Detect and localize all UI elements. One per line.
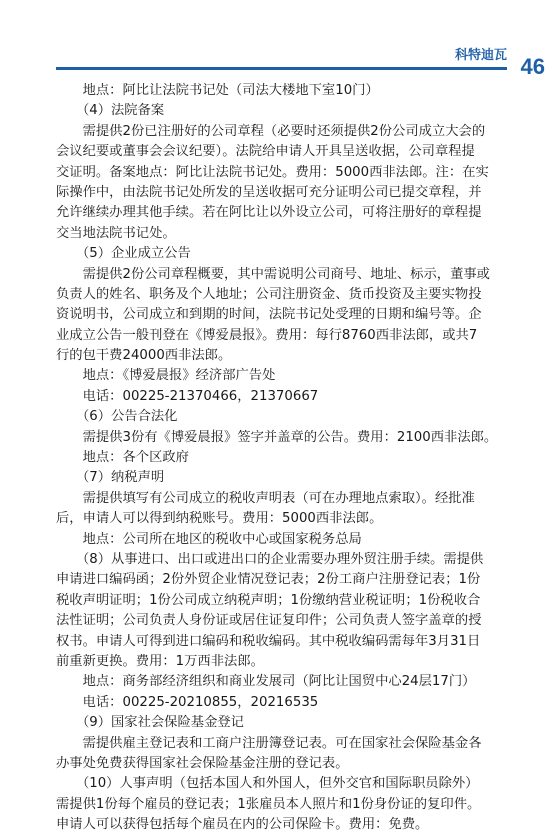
text-line: 需提供填写有公司成立的税收声明表（可在办理地点索取）。经批准 bbox=[56, 490, 475, 506]
text-line: 际操作中，由法院书记处所发的呈送收据可充分证明公司已提交章程，并 bbox=[56, 184, 482, 200]
text-line: 税收声明证明；1份公司成立纳税声明；1份缴纳营业税证明；1份税收合 bbox=[56, 592, 481, 608]
text-line: 会议纪要或董事会会议纪要）。法院给申请人开具呈送收据，公司章程提 bbox=[56, 144, 475, 160]
text-line: 需提供2份已注册好的公司章程（必要时还须提供2份公司成立大会的 bbox=[56, 123, 486, 139]
text-line: 允许继续办理其他手续。若在阿比让以外设立公司，可将注册好的章程提 bbox=[56, 205, 482, 221]
text-line: 交当地法院书记处。 bbox=[56, 225, 176, 241]
text-line: 资说明书，公司成立和到期的时间，法院书记处受理的日期和编号等。企 bbox=[56, 307, 482, 323]
text-line: 地点：商务部经济组织和商业发展司（阿比让国贸中心24层17门） bbox=[56, 674, 476, 690]
text-line: 需提供雇主登记表和工商户注册簿登记表。可在国家社会保险基金各 bbox=[56, 735, 482, 751]
text-line: 申请人可以获得包括每个雇员在内的公司保险卡。费用：免费。 bbox=[56, 817, 429, 833]
text-line: 地点：各个区政府 bbox=[56, 450, 189, 466]
text-line: 需提供3份有《博爱晨报》签字并盖章的公告。费用：2100西非法郎。 bbox=[56, 429, 498, 445]
text-line: 地点：阿比让法院书记处（司法大楼地下室10门） bbox=[56, 83, 379, 98]
header-title: 科特迪瓦 bbox=[454, 48, 507, 63]
text-line: （8）从事进口、出口或进出口的企业需要办理外贸注册手续。需提供 bbox=[56, 551, 484, 567]
text-line: 电话：00225-20210855，20216535 bbox=[56, 694, 319, 710]
text-line: 法性证明；公司负责人身份证或居住证复印件；公司负责人签字盖章的授 bbox=[56, 613, 482, 629]
text-line: （10）人事声明（包括本国人和外国人，但外交官和国际职员除外） bbox=[56, 776, 479, 792]
text-line: 前重新更换。费用：1万西非法郎。 bbox=[56, 653, 264, 669]
header-rule bbox=[56, 67, 507, 70]
text-line: （7）纳税声明 bbox=[56, 470, 165, 486]
text-line: 地点：《博爱晨报》经济部广告处 bbox=[56, 368, 276, 384]
text-line: 电话：00225-21370466，21370667 bbox=[56, 388, 319, 404]
text-line: 行的包干费24000西非法郎。 bbox=[56, 348, 232, 364]
body-text bbox=[56, 81, 508, 835]
text-line: （6）公告合法化 bbox=[56, 409, 178, 425]
text-line: （9）国家社会保险基金登记 bbox=[56, 715, 244, 731]
text-line: 负责人的姓名、职务及个人地址；公司注册资金、货币投资及主要实物投 bbox=[56, 286, 482, 302]
text-line: 地点：公司所在地区的税收中心或国家税务总局 bbox=[56, 531, 362, 547]
text-line: 后，申请人可以得到纳税账号。费用：5000西非法郎。 bbox=[56, 511, 383, 527]
text-line: 申请进口编码函；2份外贸企业情况登记表；2份工商户注册登记表；1份 bbox=[56, 572, 481, 588]
text-line: 交证明。备案地点：阿比让法院书记处。费用：5000西非法郎。注：在实 bbox=[56, 164, 489, 180]
text-line: 业成立公告一般刊登在《博爱晨报》。费用：每行8760西非法郎，或共7 bbox=[56, 327, 478, 343]
page-header bbox=[0, 0, 559, 80]
text-line: 需提供2份公司章程概要，其中需说明公司商号、地址、标示，董事或 bbox=[56, 266, 490, 282]
text-line: 权书。申请人可得到进口编码和税收编码。其中税收编码需每年3月31日 bbox=[56, 633, 481, 649]
text-line: （4）法院备案 bbox=[56, 103, 165, 119]
page-number: 46 bbox=[520, 54, 545, 79]
text-line: 办事处免费获得国家社会保险基金注册的登记表。 bbox=[56, 755, 349, 771]
text-line: 需提供1份每个雇员的登记表；1张雇员本人照片和1份身份证的复印件。 bbox=[56, 796, 481, 812]
text-line: （5）企业成立公告 bbox=[56, 246, 191, 262]
